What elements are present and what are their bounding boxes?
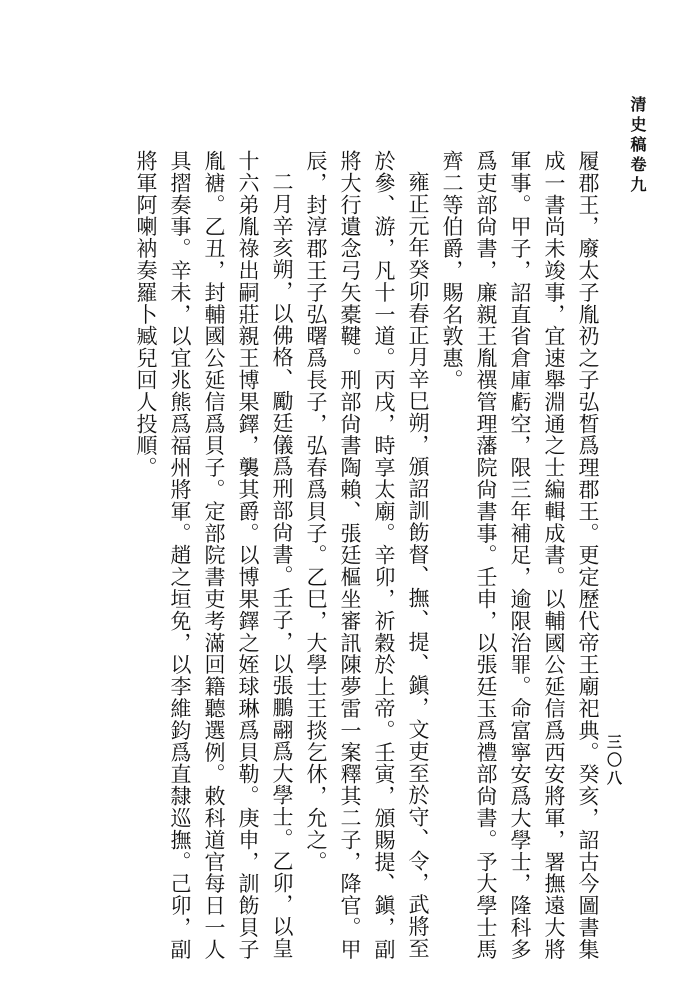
page-number: 三〇八: [605, 734, 623, 788]
main-text: [5, 150, 605, 970]
paragraph-continuation: 履郡王，廢太子胤礽之子弘晳爲理郡王。更定歷代帝王廟祀典。癸亥，詔古今圖書集成一書尚未竣事，宜速舉淵通之士編輯成書。以輔國公延信爲西安將軍，署撫遠大將軍事。甲子，詔直省倉庫虧空，限三年補足，逾限治罪。命富寧安爲大學士，隆科多爲吏部尙書，廉親王胤禩管理藩院尙書事。壬申，以張廷玉爲禮部尙書。予大學士馬齊二等伯爵，賜名敦惠。: [440, 150, 600, 961]
paragraph-yongzheng-first-month: 雍正元年癸卯春正月辛巳朔，頒詔訓飭督、撫、提、鎭，文吏至於守、令，武將至於參、游，凡十一道。丙戌，時享太廟。辛卯，祈穀於上帝。壬寅，頒賜提、鎭，副將大行遺念弓矢橐鞬。刑部尙書陶賴、張廷樞坐審訊陳夢雷一案釋其二子，降官。甲辰，封淳郡王子弘曙爲長子，弘春爲貝子。乙巳，大學士王掞乞休，允之。: [304, 150, 430, 961]
paragraph-second-month: 二月辛亥朔，以佛格、勵廷儀爲刑部尙書。壬子，以張鵬翮爲大學士。乙卯，以皇十六弟胤祿出嗣莊親王博果鐸，襲其爵。以博果鐸之姪球琳爲貝勒。庚申，訓飭貝子胤禟。乙丑，封輔國公延信爲貝子。定部院書吏考滿回籍聽選例。敕科道官每日一人具摺奏事。辛未，以宜兆熊爲福州將軍。趙之垣免，以李維鈞爲直隸巡撫。己卯，副將軍阿喇衲奏羅卜臧兒回人投順。: [134, 150, 294, 961]
book-title: 清史稿卷九: [628, 96, 647, 196]
